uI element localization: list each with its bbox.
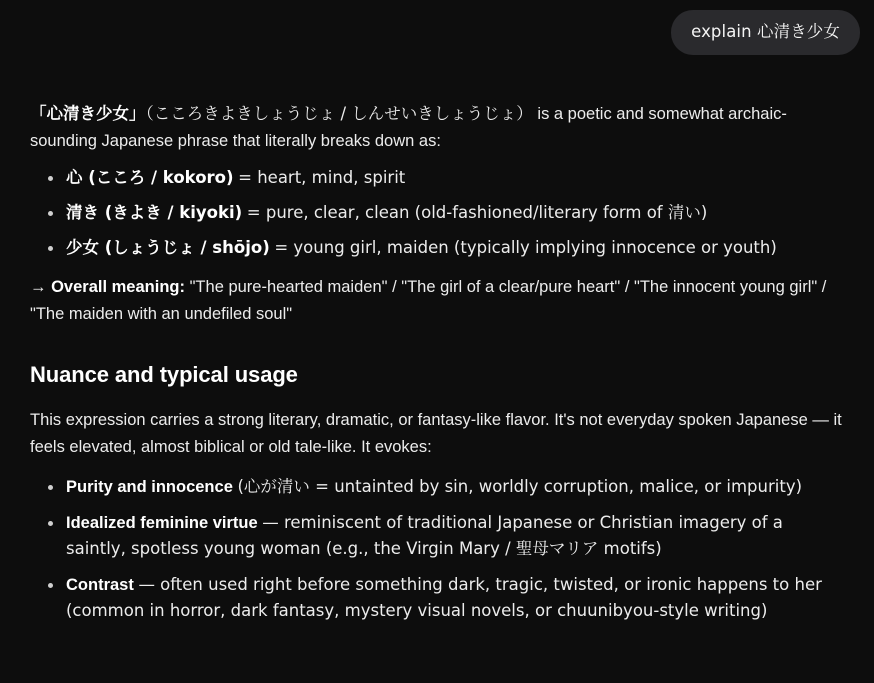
nuance-gloss: (心が清い = untainted by sin, worldly corruption, malice, or impurity) xyxy=(237,477,803,497)
overall-text: "The pure-hearted maiden" / "The girl of a clear/pure heart" / "The innocent young girl" / "The maiden with an undefiled soul" xyxy=(30,277,827,323)
user-message-bubble[interactable]: explain 心清き少女 xyxy=(671,10,860,55)
user-message-row xyxy=(0,0,874,55)
overall-label: Overall meaning: xyxy=(51,277,185,296)
arrow-icon: → xyxy=(30,277,47,296)
section-intro: This expression carries a strong literary, dramatic, or fantasy-like flavor. It's not everyday spoken Japanese — it feels elevated, almost biblical or old tale-like. It evokes: xyxy=(30,410,842,456)
list-item xyxy=(30,510,844,563)
assistant-message xyxy=(0,55,874,624)
nuance-term: Idealized feminine virtue xyxy=(66,513,258,532)
breakdown-gloss: = heart, mind, spirit xyxy=(238,167,406,187)
breakdown-term: 少女 (しょうじょ / shōjo) xyxy=(66,238,270,258)
overall-meaning xyxy=(30,274,844,327)
breakdown-gloss: = young girl, maiden (typically implying innocence or youth) xyxy=(274,238,777,258)
breakdown-list xyxy=(30,165,844,262)
list-item xyxy=(30,474,844,500)
lead-paragraph xyxy=(30,101,844,154)
lead-rest: is a poetic and somewhat archaic-sounding Japanese phrase that literally breaks down as: xyxy=(30,105,787,150)
list-item xyxy=(30,165,844,191)
breakdown-term: 心 (こころ / kokoro) xyxy=(66,167,234,187)
lead-reading: （こころきよきしょうじょ / しんせいきしょうじょ） xyxy=(145,104,533,124)
lead-term: 「心清き少女」 xyxy=(30,104,146,124)
breakdown-gloss: = pure, clear, clean (old-fashioned/literary form of 清い) xyxy=(246,203,708,223)
list-item xyxy=(30,235,844,261)
nuance-gloss: — often used right before something dark, tragic, twisted, or ironic happens to her (common in horror, dark fantasy, mystery visual novels, or chuunibyou-style writing) xyxy=(66,574,822,620)
nuance-gloss: — reminiscent of traditional Japanese or Christian imagery of a saintly, spotless young woman (e.g., the Virgin Mary / 聖母マリア motifs) xyxy=(66,512,783,559)
nuance-list xyxy=(30,474,844,624)
bottom-fade xyxy=(0,669,874,683)
list-item xyxy=(30,572,844,625)
list-item xyxy=(30,200,844,226)
breakdown-term: 清き (きよき / kiyoki) xyxy=(66,203,243,223)
section-heading: Nuance and typical usage xyxy=(30,362,298,388)
nuance-term: Purity and innocence xyxy=(66,478,233,497)
nuance-term: Contrast xyxy=(66,575,134,594)
